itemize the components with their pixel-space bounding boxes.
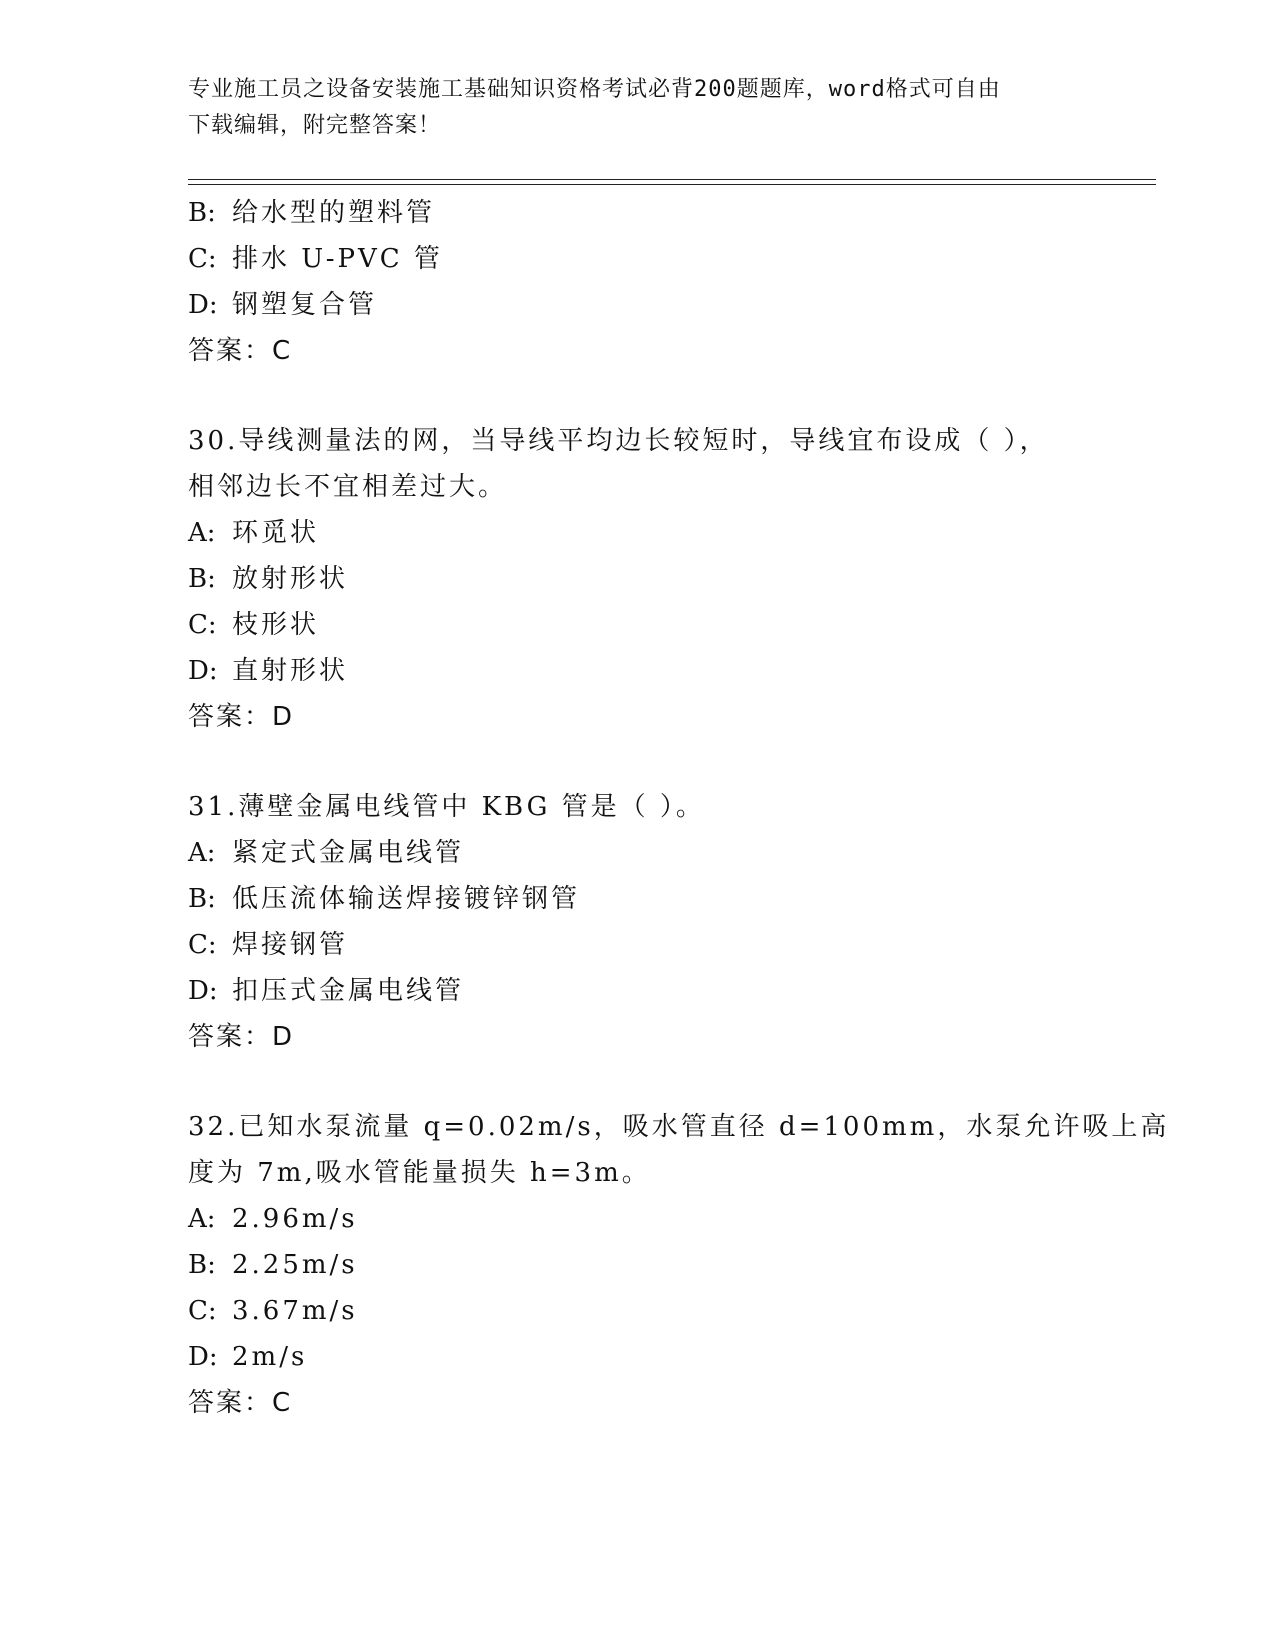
answer: 答案：C (188, 336, 293, 366)
option-b: B: 放射形状 (188, 564, 349, 594)
question-29 (188, 190, 1088, 374)
header-divider-top (188, 179, 1156, 180)
option-c: C: 枝形状 (188, 610, 320, 640)
option-b: B: 给水型的塑料管 (188, 198, 436, 228)
question-30 (188, 418, 1088, 740)
option-d: D: 扣压式金属电线管 (188, 976, 465, 1006)
answer: 答案：C (188, 1388, 293, 1418)
option-d: D: 2m/s (188, 1342, 308, 1372)
question-stem-line-1: 30.导线测量法的网，当导线平均边长较短时，导线宜布设成（ ）， (188, 426, 1049, 456)
question-stem-line-1: 31.薄壁金属电线管中 KBG 管是（ ）。 (188, 792, 705, 822)
option-b: B: 低压流体输送焊接镀锌钢管 (188, 884, 581, 914)
option-d: D: 直射形状 (188, 656, 349, 686)
option-c: C: 3.67m/s (188, 1296, 358, 1326)
header-line-2: 下载编辑，附完整答案！ (188, 113, 442, 138)
header-divider-bottom (188, 184, 1156, 185)
answer: 答案：D (188, 702, 295, 732)
option-c: C: 排水 U-PVC 管 (188, 244, 443, 274)
question-stem-line-2: 相邻边长不宜相差过大。 (188, 472, 508, 502)
option-b: B: 2.25m/s (188, 1250, 358, 1280)
document-header (188, 72, 1118, 144)
option-a: A: 环觅状 (188, 518, 320, 548)
header-line-1: 专业施工员之设备安装施工基础知识资格考试必背200题题库，word格式可自由 (188, 77, 1001, 102)
question-list (188, 190, 1170, 1426)
question-31 (188, 784, 1088, 1060)
question-stem-line-1: 32.已知水泵流量 q=0.02m/s，吸水管直径 d=100mm，水泵允许吸上高 (188, 1112, 1170, 1142)
option-a: A: 2.96m/s (188, 1204, 358, 1234)
question-32 (188, 1104, 1170, 1426)
option-d: D: 钢塑复合管 (188, 290, 378, 320)
answer: 答案：D (188, 1022, 295, 1052)
option-c: C: 焊接钢管 (188, 930, 349, 960)
question-stem-line-2: 度为 7m,吸水管能量损失 h=3m。 (188, 1158, 651, 1188)
option-a: A: 紧定式金属电线管 (188, 838, 465, 868)
